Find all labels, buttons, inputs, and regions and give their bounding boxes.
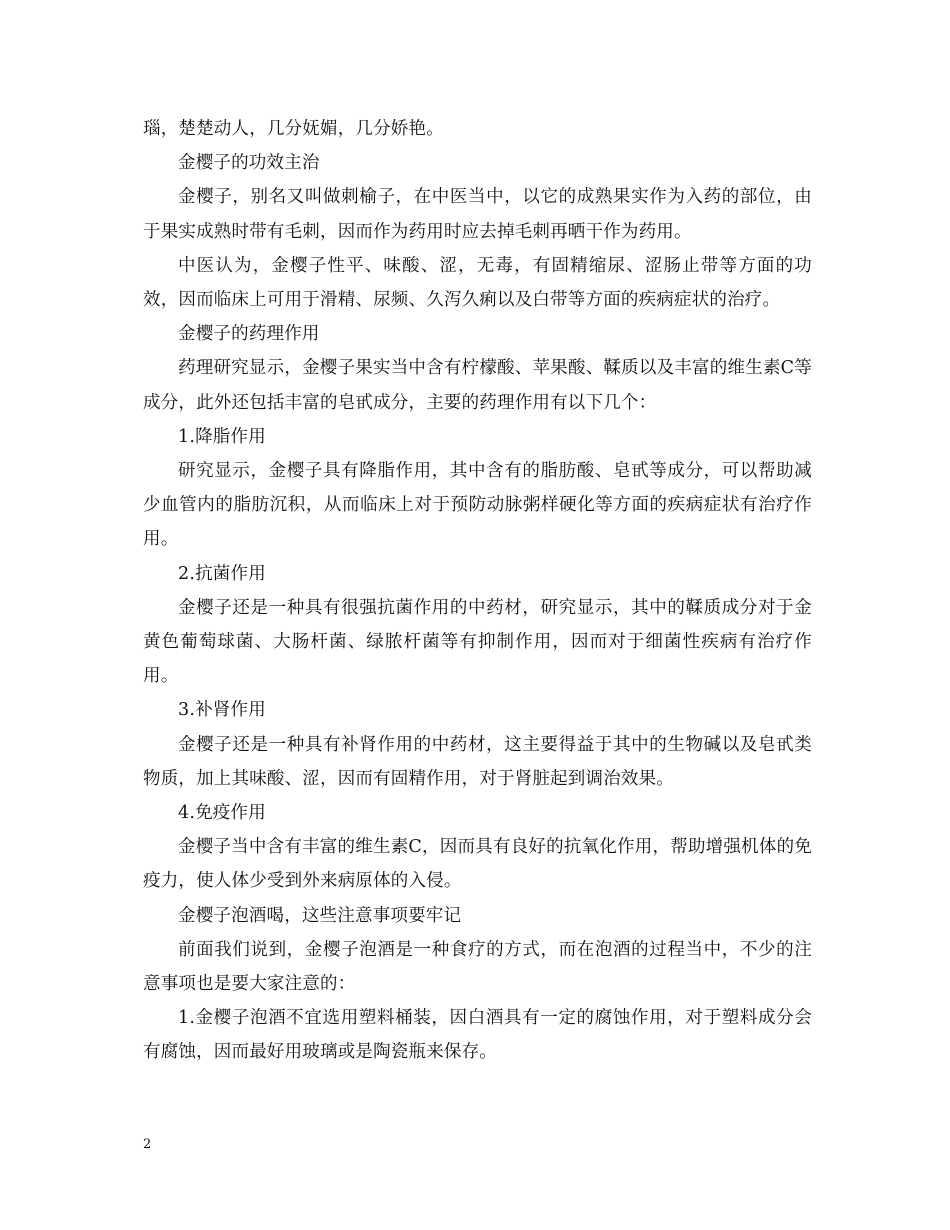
list-heading-immunity: 4.免疫作用 xyxy=(178,803,266,824)
paragraph: 前面我们说到，金樱子泡酒是一种食疗的方式，而在泡酒的过程当中，不少的注意事项也是要大家注意的： xyxy=(143,939,812,995)
paragraph: 药理研究显示，金樱子果实当中含有柠檬酸、苹果酸、鞣质以及丰富的维生素C等成分，此外还包括丰富的皂甙成分，主要的药理作用有以下几个： xyxy=(143,358,812,413)
section-heading-efficacy: 金樱子的功效主治 xyxy=(178,153,320,174)
list-heading-lipid: 1.降脂作用 xyxy=(178,426,266,447)
paragraph: 金樱子还是一种具有补肾作用的中药材，这主要得益于其中的生物碱以及皂甙类物质，加上其味酸、涩，因而有固精作用，对于肾脏起到调治效果。 xyxy=(143,734,812,789)
list-item: 1.金樱子泡酒不宜选用塑料桶装，因白酒具有一定的腐蚀作用，对于塑料成分会有腐蚀，因而最好用玻璃或是陶瓷瓶来保存。 xyxy=(143,1008,812,1063)
paragraph: 金樱子还是一种具有很强抗菌作用的中药材，研究显示，其中的鞣质成分对于金黄色葡萄球菌、大肠杆菌、绿脓杆菌等有抑制作用，因而对于细菌性疾病有治疗作用。 xyxy=(143,597,812,687)
document-body xyxy=(143,112,812,1070)
paragraph: 金樱子当中含有丰富的维生素C，因而具有良好的抗氧化作用，帮助增强机体的免疫力，使人体少受到外来病原体的入侵。 xyxy=(143,837,812,892)
section-heading-pharmacology: 金樱子的药理作用 xyxy=(178,324,320,345)
paragraph: 金樱子，别名又叫做刺榆子，在中医当中，以它的成熟果实作为入药的部位，由于果实成熟时带有毛刺，因而作为药用时应去掉毛刺再晒干作为药用。 xyxy=(143,187,812,242)
paragraph: 研究显示，金樱子具有降脂作用，其中含有的脂肪酸、皂甙等成分，可以帮助减少血管内的脂肪沉积，从而临床上对于预防动脉粥样硬化等方面的疾病症状有治疗作用。 xyxy=(143,461,812,550)
list-heading-antibacterial: 2.抗菌作用 xyxy=(178,563,266,584)
paragraph-continued: 瑙，楚楚动人，几分妩媚，几分娇艳。 xyxy=(143,119,444,139)
list-heading-kidney: 3.补肾作用 xyxy=(178,700,266,721)
paragraph: 中医认为，金樱子性平、味酸、涩，无毒，有固精缩尿、涩肠止带等方面的功效，因而临床上可用于滑精、尿频、久泻久痢以及白带等方面的疾病症状的治疗。 xyxy=(143,255,812,311)
page-number: 2 xyxy=(143,1137,152,1152)
section-heading-notes: 金樱子泡酒喝，这些注意事项要牢记 xyxy=(178,905,462,926)
